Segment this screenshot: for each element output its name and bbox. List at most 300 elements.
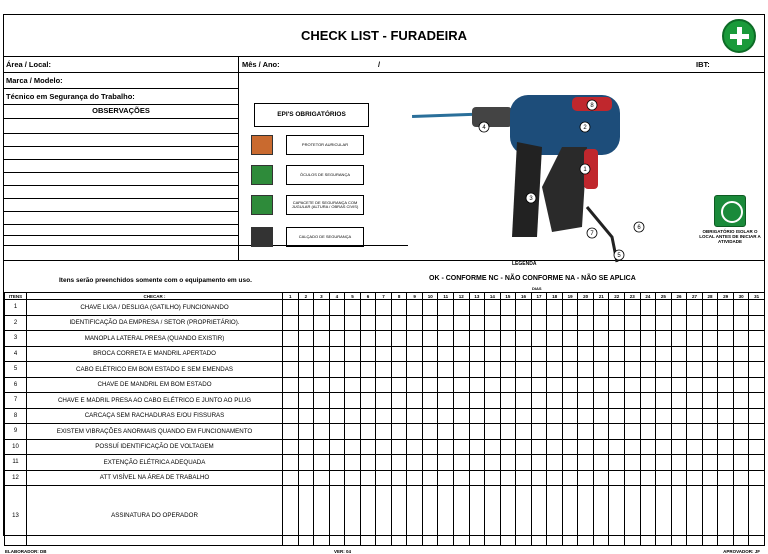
day-check-cell[interactable] <box>438 486 454 546</box>
day-check-cell[interactable] <box>422 455 438 471</box>
day-check-cell[interactable] <box>749 300 765 316</box>
day-check-cell[interactable] <box>656 362 672 378</box>
day-check-cell[interactable] <box>593 393 609 409</box>
day-check-cell[interactable] <box>733 377 749 393</box>
day-check-cell[interactable] <box>578 455 594 471</box>
day-check-cell[interactable] <box>438 300 454 316</box>
day-check-cell[interactable] <box>407 315 423 331</box>
day-check-cell[interactable] <box>749 377 765 393</box>
day-check-cell[interactable] <box>516 300 532 316</box>
day-check-cell[interactable] <box>718 315 734 331</box>
day-check-cell[interactable] <box>454 486 470 546</box>
day-check-cell[interactable] <box>671 331 687 347</box>
day-check-cell[interactable] <box>391 455 407 471</box>
day-check-cell[interactable] <box>298 362 314 378</box>
marca-modelo-field[interactable]: Marca / Modelo: <box>6 76 63 85</box>
day-check-cell[interactable] <box>687 346 703 362</box>
day-check-cell[interactable] <box>547 424 563 440</box>
day-check-cell[interactable] <box>547 346 563 362</box>
day-check-cell[interactable] <box>547 470 563 486</box>
day-check-cell[interactable] <box>298 455 314 471</box>
day-check-cell[interactable] <box>345 346 361 362</box>
day-check-cell[interactable] <box>578 424 594 440</box>
day-check-cell[interactable] <box>656 300 672 316</box>
day-check-cell[interactable] <box>625 362 641 378</box>
day-check-cell[interactable] <box>625 486 641 546</box>
day-check-cell[interactable] <box>485 424 501 440</box>
day-check-cell[interactable] <box>454 470 470 486</box>
day-check-cell[interactable] <box>749 424 765 440</box>
day-check-cell[interactable] <box>702 486 718 546</box>
day-check-cell[interactable] <box>578 377 594 393</box>
day-check-cell[interactable] <box>329 486 345 546</box>
day-check-cell[interactable] <box>329 377 345 393</box>
day-check-cell[interactable] <box>609 408 625 424</box>
day-check-cell[interactable] <box>749 470 765 486</box>
day-check-cell[interactable] <box>283 439 299 455</box>
day-check-cell[interactable] <box>625 393 641 409</box>
day-check-cell[interactable] <box>329 408 345 424</box>
day-check-cell[interactable] <box>283 455 299 471</box>
day-check-cell[interactable] <box>671 362 687 378</box>
day-check-cell[interactable] <box>609 331 625 347</box>
day-check-cell[interactable] <box>438 331 454 347</box>
day-check-cell[interactable] <box>702 331 718 347</box>
day-check-cell[interactable] <box>687 439 703 455</box>
day-check-cell[interactable] <box>516 393 532 409</box>
day-check-cell[interactable] <box>314 393 330 409</box>
day-check-cell[interactable] <box>454 331 470 347</box>
day-check-cell[interactable] <box>640 470 656 486</box>
day-check-cell[interactable] <box>298 486 314 546</box>
day-check-cell[interactable] <box>547 300 563 316</box>
day-check-cell[interactable] <box>329 439 345 455</box>
day-check-cell[interactable] <box>733 470 749 486</box>
day-check-cell[interactable] <box>469 377 485 393</box>
day-check-cell[interactable] <box>376 315 392 331</box>
day-check-cell[interactable] <box>438 393 454 409</box>
day-check-cell[interactable] <box>702 300 718 316</box>
day-check-cell[interactable] <box>298 377 314 393</box>
day-check-cell[interactable] <box>283 424 299 440</box>
day-check-cell[interactable] <box>422 315 438 331</box>
day-check-cell[interactable] <box>329 300 345 316</box>
day-check-cell[interactable] <box>469 362 485 378</box>
day-check-cell[interactable] <box>671 455 687 471</box>
day-check-cell[interactable] <box>749 315 765 331</box>
day-check-cell[interactable] <box>671 377 687 393</box>
day-check-cell[interactable] <box>733 300 749 316</box>
day-check-cell[interactable] <box>718 331 734 347</box>
day-check-cell[interactable] <box>329 424 345 440</box>
day-check-cell[interactable] <box>376 455 392 471</box>
day-check-cell[interactable] <box>656 377 672 393</box>
day-check-cell[interactable] <box>516 455 532 471</box>
day-check-cell[interactable] <box>640 377 656 393</box>
day-check-cell[interactable] <box>298 439 314 455</box>
day-check-cell[interactable] <box>314 300 330 316</box>
day-check-cell[interactable] <box>500 455 516 471</box>
day-check-cell[interactable] <box>640 486 656 546</box>
day-check-cell[interactable] <box>360 331 376 347</box>
day-check-cell[interactable] <box>547 331 563 347</box>
day-check-cell[interactable] <box>702 346 718 362</box>
day-check-cell[interactable] <box>640 315 656 331</box>
day-check-cell[interactable] <box>562 331 578 347</box>
day-check-cell[interactable] <box>593 377 609 393</box>
day-check-cell[interactable] <box>516 377 532 393</box>
day-check-cell[interactable] <box>283 486 299 546</box>
day-check-cell[interactable] <box>593 346 609 362</box>
day-check-cell[interactable] <box>500 486 516 546</box>
day-check-cell[interactable] <box>422 470 438 486</box>
day-check-cell[interactable] <box>609 424 625 440</box>
day-check-cell[interactable] <box>547 408 563 424</box>
day-check-cell[interactable] <box>314 470 330 486</box>
day-check-cell[interactable] <box>733 408 749 424</box>
day-check-cell[interactable] <box>562 362 578 378</box>
day-check-cell[interactable] <box>485 331 501 347</box>
day-check-cell[interactable] <box>609 362 625 378</box>
day-check-cell[interactable] <box>733 362 749 378</box>
day-check-cell[interactable] <box>360 377 376 393</box>
area-field[interactable]: Área / Local: <box>6 60 52 69</box>
day-check-cell[interactable] <box>329 331 345 347</box>
day-check-cell[interactable] <box>298 315 314 331</box>
day-check-cell[interactable] <box>454 362 470 378</box>
day-check-cell[interactable] <box>283 377 299 393</box>
day-check-cell[interactable] <box>562 393 578 409</box>
day-check-cell[interactable] <box>422 424 438 440</box>
day-check-cell[interactable] <box>438 439 454 455</box>
day-check-cell[interactable] <box>718 470 734 486</box>
day-check-cell[interactable] <box>469 439 485 455</box>
day-check-cell[interactable] <box>671 408 687 424</box>
day-check-cell[interactable] <box>749 408 765 424</box>
day-check-cell[interactable] <box>578 362 594 378</box>
day-check-cell[interactable] <box>500 470 516 486</box>
day-check-cell[interactable] <box>485 300 501 316</box>
day-check-cell[interactable] <box>469 315 485 331</box>
day-check-cell[interactable] <box>609 393 625 409</box>
day-check-cell[interactable] <box>656 346 672 362</box>
day-check-cell[interactable] <box>547 486 563 546</box>
day-check-cell[interactable] <box>329 315 345 331</box>
day-check-cell[interactable] <box>360 424 376 440</box>
day-check-cell[interactable] <box>454 439 470 455</box>
day-check-cell[interactable] <box>625 377 641 393</box>
day-check-cell[interactable] <box>687 424 703 440</box>
day-check-cell[interactable] <box>298 424 314 440</box>
day-check-cell[interactable] <box>671 300 687 316</box>
day-check-cell[interactable] <box>593 455 609 471</box>
day-check-cell[interactable] <box>438 470 454 486</box>
day-check-cell[interactable] <box>593 300 609 316</box>
day-check-cell[interactable] <box>640 300 656 316</box>
day-check-cell[interactable] <box>376 439 392 455</box>
day-check-cell[interactable] <box>283 315 299 331</box>
day-check-cell[interactable] <box>702 424 718 440</box>
day-check-cell[interactable] <box>485 315 501 331</box>
day-check-cell[interactable] <box>391 362 407 378</box>
day-check-cell[interactable] <box>283 362 299 378</box>
day-check-cell[interactable] <box>702 455 718 471</box>
day-check-cell[interactable] <box>329 470 345 486</box>
day-check-cell[interactable] <box>749 455 765 471</box>
day-check-cell[interactable] <box>485 377 501 393</box>
day-check-cell[interactable] <box>298 408 314 424</box>
day-check-cell[interactable] <box>407 486 423 546</box>
day-check-cell[interactable] <box>609 439 625 455</box>
day-check-cell[interactable] <box>438 455 454 471</box>
day-check-cell[interactable] <box>391 393 407 409</box>
day-check-cell[interactable] <box>671 470 687 486</box>
day-check-cell[interactable] <box>609 377 625 393</box>
day-check-cell[interactable] <box>454 300 470 316</box>
day-check-cell[interactable] <box>298 346 314 362</box>
day-check-cell[interactable] <box>391 331 407 347</box>
day-check-cell[interactable] <box>531 315 547 331</box>
day-check-cell[interactable] <box>283 331 299 347</box>
day-check-cell[interactable] <box>376 408 392 424</box>
day-check-cell[interactable] <box>749 486 765 546</box>
day-check-cell[interactable] <box>500 346 516 362</box>
day-check-cell[interactable] <box>345 393 361 409</box>
day-check-cell[interactable] <box>656 439 672 455</box>
day-check-cell[interactable] <box>329 455 345 471</box>
day-check-cell[interactable] <box>391 408 407 424</box>
day-check-cell[interactable] <box>298 470 314 486</box>
day-check-cell[interactable] <box>562 300 578 316</box>
day-check-cell[interactable] <box>640 408 656 424</box>
day-check-cell[interactable] <box>562 315 578 331</box>
day-check-cell[interactable] <box>454 408 470 424</box>
day-check-cell[interactable] <box>547 377 563 393</box>
day-check-cell[interactable] <box>469 470 485 486</box>
day-check-cell[interactable] <box>718 346 734 362</box>
day-check-cell[interactable] <box>454 315 470 331</box>
day-check-cell[interactable] <box>407 408 423 424</box>
day-check-cell[interactable] <box>578 393 594 409</box>
day-check-cell[interactable] <box>422 331 438 347</box>
day-check-cell[interactable] <box>485 486 501 546</box>
day-check-cell[interactable] <box>298 300 314 316</box>
day-check-cell[interactable] <box>391 424 407 440</box>
day-check-cell[interactable] <box>516 470 532 486</box>
day-check-cell[interactable] <box>562 346 578 362</box>
day-check-cell[interactable] <box>609 455 625 471</box>
day-check-cell[interactable] <box>640 455 656 471</box>
day-check-cell[interactable] <box>547 439 563 455</box>
day-check-cell[interactable] <box>345 439 361 455</box>
day-check-cell[interactable] <box>733 486 749 546</box>
day-check-cell[interactable] <box>656 408 672 424</box>
day-check-cell[interactable] <box>656 315 672 331</box>
day-check-cell[interactable] <box>407 362 423 378</box>
day-check-cell[interactable] <box>640 362 656 378</box>
day-check-cell[interactable] <box>376 300 392 316</box>
day-check-cell[interactable] <box>609 346 625 362</box>
day-check-cell[interactable] <box>625 470 641 486</box>
day-check-cell[interactable] <box>562 455 578 471</box>
day-check-cell[interactable] <box>329 346 345 362</box>
day-check-cell[interactable] <box>407 439 423 455</box>
day-check-cell[interactable] <box>283 408 299 424</box>
day-check-cell[interactable] <box>314 315 330 331</box>
day-check-cell[interactable] <box>562 377 578 393</box>
day-check-cell[interactable] <box>422 486 438 546</box>
day-check-cell[interactable] <box>718 486 734 546</box>
day-check-cell[interactable] <box>578 315 594 331</box>
day-check-cell[interactable] <box>640 331 656 347</box>
day-check-cell[interactable] <box>500 424 516 440</box>
day-check-cell[interactable] <box>360 315 376 331</box>
day-check-cell[interactable] <box>562 439 578 455</box>
day-check-cell[interactable] <box>422 377 438 393</box>
day-check-cell[interactable] <box>516 362 532 378</box>
day-check-cell[interactable] <box>485 470 501 486</box>
day-check-cell[interactable] <box>345 408 361 424</box>
day-check-cell[interactable] <box>531 377 547 393</box>
day-check-cell[interactable] <box>469 424 485 440</box>
day-check-cell[interactable] <box>469 346 485 362</box>
day-check-cell[interactable] <box>562 424 578 440</box>
day-check-cell[interactable] <box>485 439 501 455</box>
day-check-cell[interactable] <box>593 315 609 331</box>
day-check-cell[interactable] <box>345 315 361 331</box>
day-check-cell[interactable] <box>547 315 563 331</box>
day-check-cell[interactable] <box>578 331 594 347</box>
day-check-cell[interactable] <box>609 300 625 316</box>
day-check-cell[interactable] <box>531 486 547 546</box>
tecnico-field[interactable]: Técnico em Segurança do Trabalho: <box>6 92 135 101</box>
day-check-cell[interactable] <box>656 393 672 409</box>
day-check-cell[interactable] <box>500 408 516 424</box>
day-check-cell[interactable] <box>625 331 641 347</box>
day-check-cell[interactable] <box>718 408 734 424</box>
day-check-cell[interactable] <box>516 424 532 440</box>
day-check-cell[interactable] <box>500 300 516 316</box>
day-check-cell[interactable] <box>314 408 330 424</box>
day-check-cell[interactable] <box>283 300 299 316</box>
day-check-cell[interactable] <box>749 439 765 455</box>
day-check-cell[interactable] <box>671 346 687 362</box>
day-check-cell[interactable] <box>578 300 594 316</box>
day-check-cell[interactable] <box>360 393 376 409</box>
day-check-cell[interactable] <box>656 486 672 546</box>
day-check-cell[interactable] <box>469 393 485 409</box>
day-check-cell[interactable] <box>314 424 330 440</box>
day-check-cell[interactable] <box>360 439 376 455</box>
day-check-cell[interactable] <box>531 393 547 409</box>
day-check-cell[interactable] <box>454 424 470 440</box>
day-check-cell[interactable] <box>656 424 672 440</box>
day-check-cell[interactable] <box>314 362 330 378</box>
day-check-cell[interactable] <box>469 408 485 424</box>
day-check-cell[interactable] <box>687 455 703 471</box>
day-check-cell[interactable] <box>531 408 547 424</box>
day-check-cell[interactable] <box>733 439 749 455</box>
day-check-cell[interactable] <box>625 455 641 471</box>
day-check-cell[interactable] <box>656 455 672 471</box>
day-check-cell[interactable] <box>671 315 687 331</box>
day-check-cell[interactable] <box>656 331 672 347</box>
day-check-cell[interactable] <box>671 424 687 440</box>
day-check-cell[interactable] <box>422 393 438 409</box>
day-check-cell[interactable] <box>422 362 438 378</box>
day-check-cell[interactable] <box>578 486 594 546</box>
day-check-cell[interactable] <box>687 377 703 393</box>
day-check-cell[interactable] <box>345 362 361 378</box>
day-check-cell[interactable] <box>376 346 392 362</box>
day-check-cell[interactable] <box>531 455 547 471</box>
day-check-cell[interactable] <box>422 408 438 424</box>
day-check-cell[interactable] <box>391 470 407 486</box>
day-check-cell[interactable] <box>640 393 656 409</box>
day-check-cell[interactable] <box>314 486 330 546</box>
day-check-cell[interactable] <box>314 455 330 471</box>
day-check-cell[interactable] <box>640 346 656 362</box>
day-check-cell[interactable] <box>422 439 438 455</box>
day-check-cell[interactable] <box>500 315 516 331</box>
day-check-cell[interactable] <box>485 362 501 378</box>
day-check-cell[interactable] <box>516 346 532 362</box>
day-check-cell[interactable] <box>656 470 672 486</box>
day-check-cell[interactable] <box>547 362 563 378</box>
day-check-cell[interactable] <box>314 331 330 347</box>
day-check-cell[interactable] <box>516 439 532 455</box>
day-check-cell[interactable] <box>671 439 687 455</box>
day-check-cell[interactable] <box>283 346 299 362</box>
day-check-cell[interactable] <box>640 439 656 455</box>
day-check-cell[interactable] <box>531 439 547 455</box>
day-check-cell[interactable] <box>360 346 376 362</box>
day-check-cell[interactable] <box>609 486 625 546</box>
day-check-cell[interactable] <box>500 393 516 409</box>
day-check-cell[interactable] <box>718 300 734 316</box>
day-check-cell[interactable] <box>625 300 641 316</box>
day-check-cell[interactable] <box>516 331 532 347</box>
day-check-cell[interactable] <box>314 346 330 362</box>
day-check-cell[interactable] <box>562 470 578 486</box>
day-check-cell[interactable] <box>687 470 703 486</box>
day-check-cell[interactable] <box>345 455 361 471</box>
day-check-cell[interactable] <box>314 377 330 393</box>
day-check-cell[interactable] <box>702 377 718 393</box>
day-check-cell[interactable] <box>438 408 454 424</box>
day-check-cell[interactable] <box>562 486 578 546</box>
day-check-cell[interactable] <box>702 439 718 455</box>
day-check-cell[interactable] <box>298 331 314 347</box>
day-check-cell[interactable] <box>718 362 734 378</box>
day-check-cell[interactable] <box>687 300 703 316</box>
day-check-cell[interactable] <box>702 470 718 486</box>
day-check-cell[interactable] <box>593 439 609 455</box>
day-check-cell[interactable] <box>625 315 641 331</box>
day-check-cell[interactable] <box>749 346 765 362</box>
day-check-cell[interactable] <box>345 424 361 440</box>
day-check-cell[interactable] <box>391 300 407 316</box>
mes-ano-field[interactable]: Mês / Ano: <box>242 60 280 69</box>
day-check-cell[interactable] <box>376 424 392 440</box>
day-check-cell[interactable] <box>516 408 532 424</box>
day-check-cell[interactable] <box>360 408 376 424</box>
day-check-cell[interactable] <box>469 486 485 546</box>
day-check-cell[interactable] <box>500 377 516 393</box>
day-check-cell[interactable] <box>578 470 594 486</box>
day-check-cell[interactable] <box>469 455 485 471</box>
day-check-cell[interactable] <box>578 439 594 455</box>
